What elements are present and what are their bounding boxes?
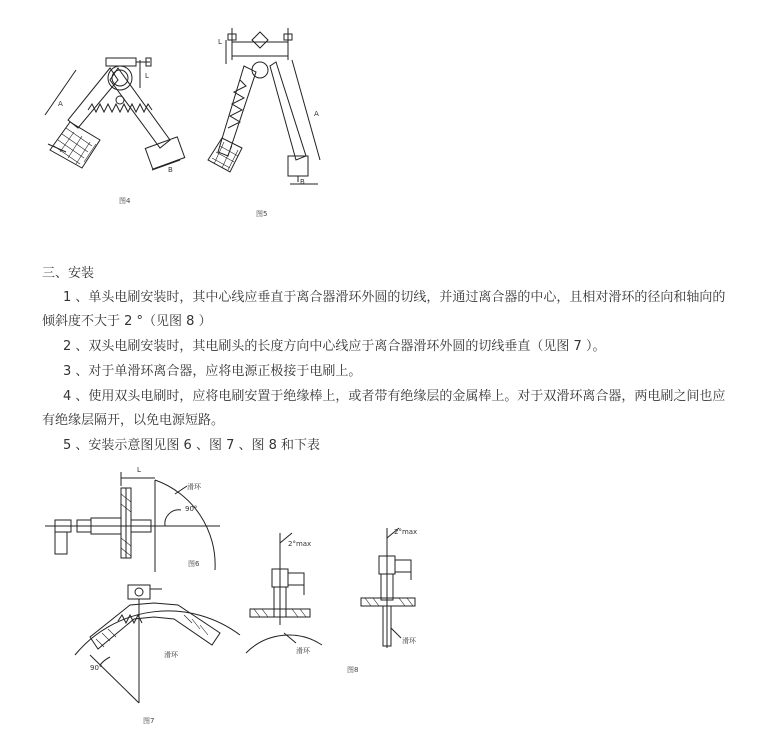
fig8-left-ring: 滑环 — [296, 647, 310, 655]
fig4-dim-a: A — [58, 100, 63, 108]
install-item-2: 2 、双头电刷安装时，其电刷头的长度方向中心线应于离合器滑环外圆的切线垂直（见图 7 ）。 — [63, 339, 606, 354]
install-item-3: 3 、对于单滑环离合器，应将电源正极接于电刷上。 — [63, 364, 362, 379]
install-item-5: 5 、安装示意图见图 6 、图 7 、图 8 和下表 — [63, 438, 321, 453]
fig8-right-ring: 滑环 — [402, 637, 416, 645]
figure-6-drawing — [45, 462, 230, 572]
fig6-dim-l: L — [137, 466, 141, 474]
fig8-caption: 图8 — [347, 666, 359, 674]
fig6-ring-label: 滑环 — [187, 483, 201, 491]
fig6-angle-label: 90° — [185, 505, 198, 513]
section-title: 三、安装 — [42, 266, 95, 281]
fig8-left-angle: 2°max — [288, 540, 312, 548]
figure-7-drawing — [70, 575, 250, 715]
fig4-dim-b: B — [168, 166, 173, 174]
fig5-dim-b: B — [300, 178, 305, 186]
fig4-dim-l: L — [145, 72, 149, 80]
fig5-dim-l: L — [218, 38, 222, 46]
fig6-caption: 图6 — [188, 560, 200, 568]
install-item-1: 1 、单头电刷安装时，其中心线应垂直于离合器滑环外圆的切线，并通过离合器的中心，且相对滑环的径向和轴向的倾斜度不大于 2 °（见图 8 ） — [42, 290, 726, 329]
fig7-ring-label: 滑环 — [164, 651, 178, 659]
figure-5-drawing — [200, 20, 340, 195]
figure-8-right-drawing — [355, 520, 445, 650]
fig8-right-angle: 2°max — [394, 528, 418, 536]
fig5-caption: 图5 — [256, 210, 268, 218]
fig7-angle-label: 90° — [90, 664, 103, 672]
figure-4-drawing — [40, 40, 200, 190]
fig7-caption: 图7 — [143, 717, 155, 725]
install-item-4: 4 、使用双头电刷时，应将电刷安置于绝缘棒上，或者带有绝缘层的金属棒上。对于双滑环离合器，两电刷之间也应有绝缘层隔开，以免电源短路。 — [42, 389, 726, 428]
fig4-caption: 图4 — [119, 197, 131, 205]
fig5-dim-a: A — [314, 110, 319, 118]
